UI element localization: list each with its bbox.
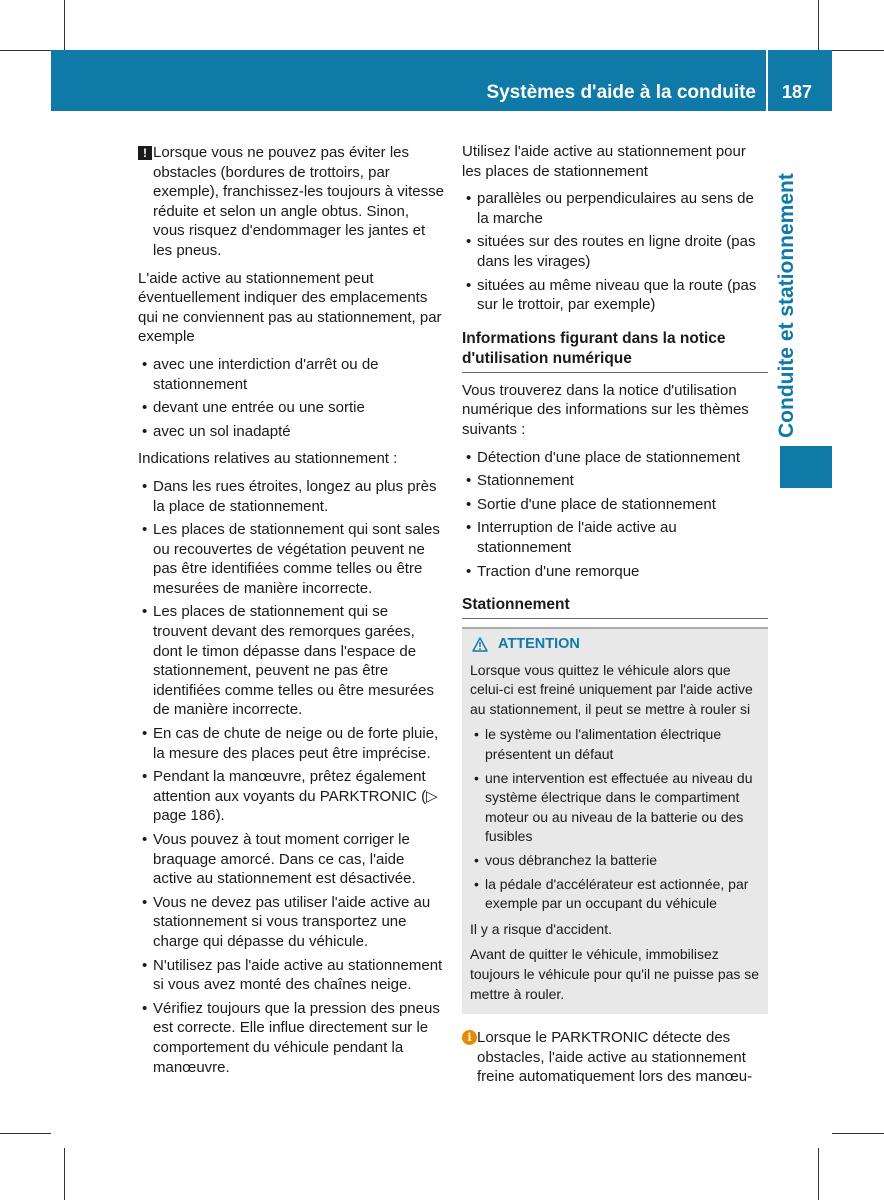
paragraph: Vous trouverez dans la notice d'utilisation numérique des informations sur les thèmes suivants : — [462, 381, 749, 438]
warning-text: Lorsque vous ne pouvez pas éviter les obstacles (bordures de trottoirs, par exemple), franchissez-les toujours à vitesse réduite et selon un angle obtus. Sinon, vous risquez d'endommager les jantes et les pneus. — [153, 144, 444, 259]
attention-intro: Lorsque vous quittez le véhicule alors que celui-ci est freiné uniquement par l'aide active au stationnement, il peut se mettre à rouler si — [470, 661, 753, 717]
warning-triangle-icon — [472, 637, 488, 652]
list-item: • N'utilisez pas l'aide active au stationnement si vous avez monté des chaînes neige. — [138, 956, 444, 995]
header-divider — [766, 50, 768, 111]
crop-mark — [818, 1148, 819, 1200]
parking-notes-list — [138, 477, 444, 1077]
list-item: • En cas de chute de neige ou de forte pluie, la mesure des places peut être imprécise. — [138, 724, 444, 763]
list-item: • Vous pouvez à tout moment corriger le braquage amorcé. Dans ce cas, l'aide active au stationnement est désactivée. — [138, 830, 444, 889]
list-item: • le système ou l'alimentation électrique présentent un défaut — [470, 725, 760, 764]
attention-box — [462, 627, 768, 1014]
suitable-places-list — [462, 189, 768, 315]
list-item: • Pendant la manœuvre, prêtez également attention aux voyants du PARKTRONIC (▷ page 186). — [138, 767, 444, 826]
list-item: • Détection d'une place de stationnement — [462, 448, 768, 468]
list-item: • Les places de stationnement qui sont sales ou recouvertes de végétation peuvent ne pas être identifiées comme telles ou être mesurées de manière incorrecte. — [138, 520, 444, 598]
attention-header — [470, 635, 760, 655]
crop-mark — [64, 0, 65, 50]
paragraph: L'aide active au stationnement peut éventuellement indiquer des emplacements qui ne conviennent pas au stationnement, par exemple — [138, 269, 442, 346]
list-item: • une intervention est effectuée au niveau du système électrique dans le compartiment moteur ou au niveau de la batterie ou des fusibles — [470, 769, 760, 847]
attention-risk: Il y a risque d'accident. — [470, 920, 612, 937]
list-item: • vous débranchez la batterie — [470, 851, 760, 871]
paragraph: Indications relatives au stationnement : — [138, 450, 398, 468]
section-heading: Informations figurant dans la notice d'utilisation numérique — [462, 329, 768, 373]
list-item: • Les places de stationnement qui se trouvent devant des remorques garées, dont le timon dépasse dans l'espace de stationnement, peuvent ne pas être identifiées comme telles ou être mesurées de manière incorrecte. — [138, 602, 444, 720]
page-header — [51, 50, 832, 111]
info-icon: i — [462, 1030, 477, 1045]
unsuitable-places-list — [138, 355, 444, 441]
crop-mark — [832, 1133, 884, 1134]
info-note — [462, 1028, 768, 1087]
damage-warning — [138, 143, 444, 261]
list-item: • devant une entrée ou une sortie — [138, 398, 444, 418]
list-item: • Dans les rues étroites, longez au plus près la place de stationnement. — [138, 477, 444, 516]
right-column — [462, 142, 768, 1087]
digital-manual-topics-list — [462, 448, 768, 582]
attention-advice: Avant de quitter le véhicule, immobilisez toujours le véhicule pour qu'il ne puisse pas se mettre à rouler. — [470, 946, 760, 1002]
exclamation-icon: ! — [138, 146, 152, 160]
crop-mark — [0, 1133, 51, 1134]
section-heading: Stationnement — [462, 595, 768, 619]
list-item: • situées au même niveau que la route (pas sur le trottoir, par exemple) — [462, 276, 768, 315]
crop-mark — [832, 50, 884, 51]
chapter-side-title: Conduite et stationnement — [775, 173, 798, 438]
page-number: 187 — [782, 82, 813, 102]
list-item: • Traction d'une remorque — [462, 562, 768, 582]
list-item: • Stationnement — [462, 471, 768, 491]
crop-mark — [818, 0, 819, 50]
section-title: Systèmes d'aide à la conduite — [486, 82, 756, 103]
info-text: Lorsque le PARKTRONIC détecte des obstacles, l'aide active au stationnement freine automatiquement lors des manœu- — [477, 1029, 753, 1086]
list-item: • Vérifiez toujours que la pression des pneus est correcte. Elle influe directement sur le comportement du véhicule pendant la manœuvre. — [138, 999, 444, 1077]
list-item: • parallèles ou perpendiculaires au sens de la marche — [462, 189, 768, 228]
chapter-tab — [780, 446, 832, 488]
list-item: • avec un sol inadapté — [138, 422, 444, 442]
attention-label: ATTENTION — [498, 636, 580, 653]
list-item: • la pédale d'accélérateur est actionnée, par exemple par un occupant du véhicule — [470, 875, 760, 914]
list-item: • avec une interdiction d'arrêt ou de stationnement — [138, 355, 444, 394]
list-item: • Sortie d'une place de stationnement — [462, 495, 768, 515]
list-item: • Interruption de l'aide active au stationnement — [462, 518, 768, 557]
crop-mark — [0, 50, 51, 51]
attention-list — [470, 725, 760, 913]
left-column — [138, 143, 444, 1085]
paragraph: Utilisez l'aide active au stationnement pour les places de stationnement — [462, 143, 746, 180]
list-item: • Vous ne devez pas utiliser l'aide active au stationnement si vous transportez une charge qui dépasse du véhicule. — [138, 893, 444, 952]
list-item: • situées sur des routes en ligne droite (pas dans les virages) — [462, 232, 768, 271]
crop-mark — [64, 1148, 65, 1200]
